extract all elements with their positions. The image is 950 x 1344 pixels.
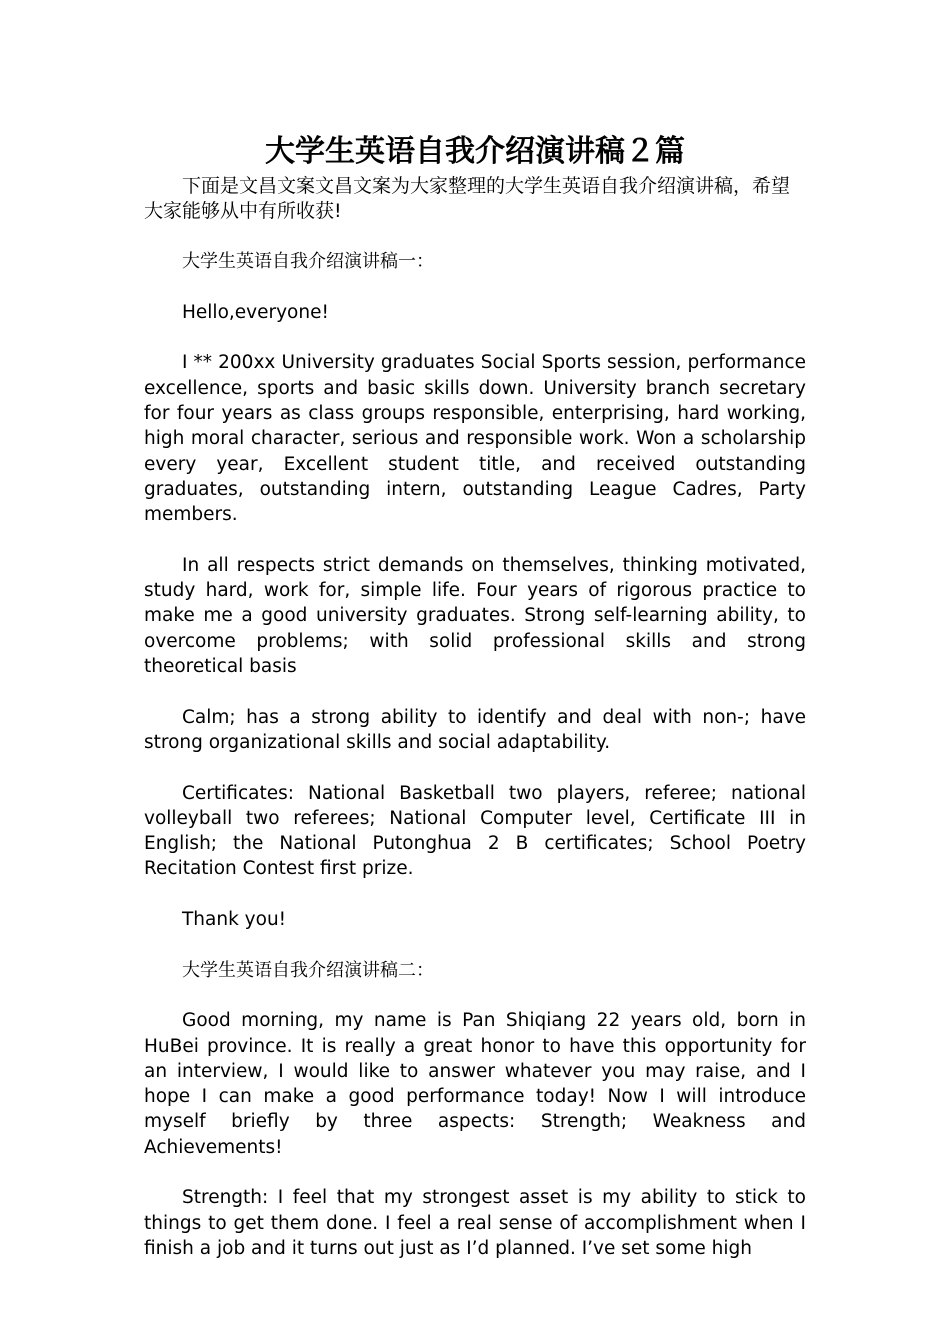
intro-paragraph: 下面是文昌文案文昌文案为大家整理的大学生英语自我介绍演讲稿，希望大家能够从中有所收获! xyxy=(144,175,791,222)
document-title: 大学生英语自我介绍演讲稿２篇 xyxy=(265,134,685,169)
body-paragraph: Strength: I feel that my strongest asset is my ability to stick to things to get them done. I feel a real sense of accomplishment when I finish a job and it turns out just as I’d planned. I’ve set some high xyxy=(144,1187,806,1259)
body-paragraph: In all respects strict demands on themselves, thinking motivated, study hard, work for, simple life. Four years of rigorous practice to make me a good university graduates. Strong self-learning ability, to overcome problems; with solid professional skills and strong theoretical basis xyxy=(144,554,806,678)
document-page xyxy=(144,130,806,1261)
body-paragraph: Certificates: National Basketball two players, referee; national volleyball two referees; National Computer level, Certificate III in English; the National Putonghua 2 B certificates; School Poetry Recitation Contest first prize. xyxy=(144,782,806,880)
body-paragraph: Good morning, my name is Pan Shiqiang 22 years old, born in HuBei province. It is really a great honor to have this opportunity for an interview, I would like to answer whatever you may raise, and I hope I can make a good performance today! Now I will introduce myself briefly by three aspects: Strength; Weakness and Achievements! xyxy=(144,1010,806,1158)
body-paragraph: Calm; has a strong ability to identify and deal with non-; have strong organizational skills and social adaptability. xyxy=(144,706,806,753)
section-heading-one: 大学生英语自我介绍演讲稿一： xyxy=(182,251,434,273)
greeting-line: Hello,everyone! xyxy=(182,301,329,323)
body-paragraph: I ** 200xx University graduates Social Sports session, performance excellence, sports and basic skills down. University branch secretary for four years as class groups responsible, enterprising, hard working, high moral character, serious and responsible work. Won a scholarship every year, Excellent student title, and received outstanding graduates, outstanding intern, outstanding League Cadres, Party members. xyxy=(144,352,806,526)
section-heading-two: 大学生英语自我介绍演讲稿二： xyxy=(182,959,434,981)
closing-line: Thank you! xyxy=(182,909,287,931)
